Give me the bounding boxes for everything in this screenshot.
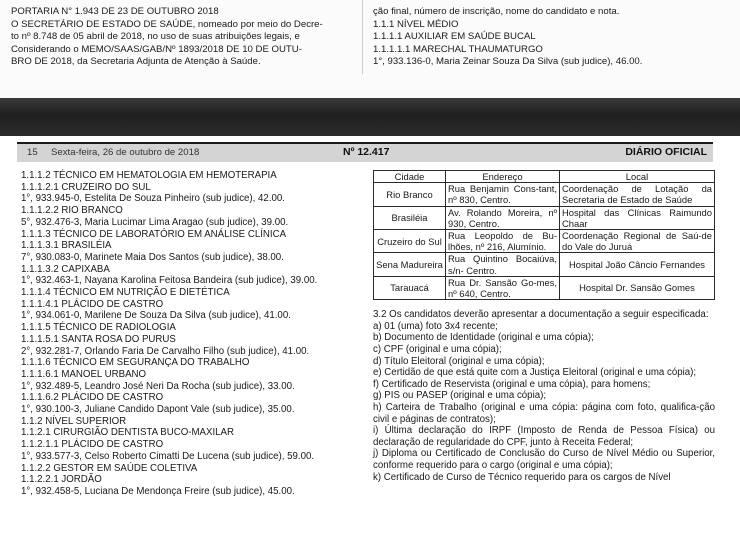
table-cell-city: Tarauacá xyxy=(374,276,446,299)
results-line: 1.1.1 NÍVEL MÉDIO xyxy=(373,18,459,30)
table-cell-place: Hospital Dr. Sansão Gomes xyxy=(560,276,715,299)
results-text-block xyxy=(373,6,642,69)
list-item: 1.1.1.2.1 CRUZEIRO DO SUL xyxy=(21,181,151,193)
documentation-item: a) 01 (uma) foto 3x4 recente; xyxy=(373,320,498,332)
list-item: 2°, 932.281-7, Orlando Faria De Carvalho Filho (sub judice), 41.00. xyxy=(21,345,310,357)
portaria-text-block xyxy=(11,6,323,69)
documentation-item: d) Título Eleitoral (original e uma cópia); xyxy=(373,355,545,367)
table-cell-city: Cruzeiro do Sul xyxy=(374,230,446,253)
issue-date: Sexta-feira, 26 de outubro de 2018 xyxy=(51,147,200,158)
table-cell-city: Sena Madureira xyxy=(374,253,446,276)
portaria-line: BRO DE 2018, da Secretaria Adjunta de Atenção à Saúde. xyxy=(11,56,261,68)
list-item: 1.1.1.3.1 BRASILÉIA xyxy=(21,240,112,252)
results-list xyxy=(21,170,361,498)
table-cell-city: Rio Branco xyxy=(374,183,446,206)
list-item: 1.1.1.3.2 CAPIXABA xyxy=(21,263,110,275)
table-row xyxy=(374,183,715,206)
documentation-item: b) Documento de Identidade (original e uma cópia); xyxy=(373,332,594,344)
table-cell-address: Rua Dr. Sansão Go-mes, nº 640, Centro. xyxy=(446,276,560,299)
portaria-line: to nº 8.748 de 05 abril de 2018, no uso de suas atribuições legais, e xyxy=(11,31,300,43)
documentation-item: h) Carteira de Trabalho (original e uma cópia: página com foto, qualifica-ção civil e páginas de contratos); xyxy=(373,401,715,425)
list-item: 1.1.2.2.1 JORDÃO xyxy=(21,474,102,486)
table-cell-address: Rua Benjamin Cons-tant, nº 830, Centro. xyxy=(446,183,560,206)
list-item: 1°, 933.577-3, Celso Roberto Cimatti De Lucena (sub judice), 59.00. xyxy=(21,450,315,462)
table-cell-city: Brasiléia xyxy=(374,206,446,229)
page-break-band xyxy=(0,98,740,136)
list-item: 1°, 932.463-1, Nayana Karolina Feitosa Bandeira (sub judice), 39.00. xyxy=(21,275,318,287)
results-line: ção final, número de inscrição, nome do candidato e nota. xyxy=(373,6,620,17)
list-item: 1.1.1.5 TÉCNICO DE RADIOLOGIA xyxy=(21,322,176,334)
table-cell-address: Rua Leopoldo de Bu-lhões, nº 216, Alumínio. xyxy=(446,230,560,253)
issue-number: Nº 12.417 xyxy=(343,146,390,158)
results-line: 1.1.1.1.1 MARECHAL THAUMATURGO xyxy=(373,43,543,55)
column-header: Endereço xyxy=(446,171,560,183)
table-cell-place: Hospital João Câncio Fernandes xyxy=(560,253,715,276)
column-divider xyxy=(362,0,363,74)
list-item: 1.1.2.2 GESTOR EM SAÚDE COLETIVA xyxy=(21,462,198,474)
results-line: 1.1.1.1 AUXILIAR EM SAÚDE BUCAL xyxy=(373,31,536,43)
column-header: Cidade xyxy=(374,171,446,183)
list-item: 1°, 933.945-0, Estelita De Souza Pinheiro (sub judice), 42.00. xyxy=(21,193,285,205)
list-item: 1°, 932.489-5, Leandro José Neri Da Rocha (sub judice), 33.00. xyxy=(21,380,295,392)
list-item: 1°, 930.100-3, Juliane Candido Dapont Vale (sub judice), 35.00. xyxy=(21,404,295,416)
documentation-section xyxy=(373,309,715,483)
table-cell-place: Coordenação Regional de Saú-de do Vale do Juruá xyxy=(560,230,715,253)
list-item: 1.1.1.4.1 PLÁCIDO DE CASTRO xyxy=(21,298,164,310)
column-header: Local xyxy=(560,171,715,183)
documentation-item: f) Certificado de Reservista (original e uma cópia), para homens; xyxy=(373,378,651,390)
results-line: 1°, 933.136-0, Maria Zeinar Souza Da Silva (sub judice), 46.00. xyxy=(373,56,643,68)
list-item: 1°, 934.061-0, Marilene De Souza Da Silva (sub judice), 41.00. xyxy=(21,310,291,322)
list-item: 1.1.1.6.2 PLÁCIDO DE CASTRO xyxy=(21,392,164,404)
documentation-intro: 3.2 Os candidatos deverão apresentar a documentação a seguir especificada: xyxy=(373,309,709,321)
right-column xyxy=(373,170,715,483)
portaria-line: O SECRETÁRIO DE ESTADO DE SAÚDE, nomeado por meio do Decre- xyxy=(11,18,323,30)
locations-table xyxy=(373,170,715,300)
list-item: 1.1.1.6.1 MANOEL URBANO xyxy=(21,368,147,380)
table-cell-address: Rua Quintino Bocaiúva, s/n- Centro. xyxy=(446,253,560,276)
page-header xyxy=(17,142,713,162)
list-item: 1.1.2.1.1 PLÁCIDO DE CASTRO xyxy=(21,439,164,451)
documentation-item: e) Certidão de que está quite com a Justiça Eleitoral (original e uma cópia); xyxy=(373,367,697,379)
documentation-item: j) Diploma ou Certificado de Conclusão do Curso de Nível Médio ou Superior, conforme requerido para o cargo (original e uma cópia); xyxy=(373,448,715,471)
previous-page-fragment xyxy=(0,0,740,98)
table-row xyxy=(374,276,715,299)
table-row xyxy=(374,253,715,276)
list-item: 1.1.2 NÍVEL SUPERIOR xyxy=(21,415,127,427)
documentation-item: k) Certificado de Curso de Técnico requerido para os cargos de Nível xyxy=(373,471,671,483)
documentation-item: g) PIS ou PASEP (original e uma cópia); xyxy=(373,390,547,402)
list-item: 1.1.1.6 TÉCNICO EM SEGURANÇA DO TRABALHO xyxy=(21,357,250,369)
documentation-item: i) Última declaração do IRPF (Imposto de Renda de Pessoa Física) ou declaração de regularidade do CPF, junto à Receita Federal; xyxy=(373,425,715,448)
list-item: 1.1.1.5.1 SANTA ROSA DO PURUS xyxy=(21,333,176,345)
list-item: 5°, 932.476-3, Maria Lucimar Lima Aragao (sub judice), 39.00. xyxy=(21,216,289,228)
portaria-line: PORTARIA N° 1.943 DE 23 DE OUTUBRO 2018 xyxy=(11,6,219,17)
table-cell-place: Coordenação de Lotação da Secretaria de Estado de Saúde xyxy=(560,183,715,206)
table-cell-place: Hospital das Clínicas Raimundo Chaar xyxy=(560,206,715,229)
list-item: 1.1.1.2.2 RIO BRANCO xyxy=(21,205,123,217)
list-item: 1.1.2.1 CIRURGIÃO DENTISTA BUCO-MAXILAR xyxy=(21,427,234,439)
page-number: 15 xyxy=(27,147,38,158)
list-item: 1.1.1.4 TÉCNICO EM NUTRIÇÃO E DIETÉTICA xyxy=(21,287,230,299)
list-item: 1°, 932.458-5, Luciana De Mendonça Freire (sub judice), 45.00. xyxy=(21,485,295,497)
table-header-row xyxy=(374,171,715,183)
list-item: 1.1.1.2 TÉCNICO EM HEMATOLOGIA EM HEMOTERAPIA xyxy=(21,170,277,181)
table-row xyxy=(374,230,715,253)
list-item: 1.1.1.3 TÉCNICO DE LABORATÓRIO EM ANÁLISE CLÍNICA xyxy=(21,228,287,240)
list-item: 7°, 930.083-0, Marinete Maia Dos Santos (sub judice), 38.00. xyxy=(21,251,284,263)
publication-title: DIÁRIO OFICIAL xyxy=(625,146,707,158)
table-row xyxy=(374,206,715,229)
documentation-item: c) CPF (original e uma cópia); xyxy=(373,344,502,356)
table-cell-address: Av. Rolando Moreira, nº 930, Centro. xyxy=(446,206,560,229)
portaria-line: Considerando o MEMO/SAAS/GAB/Nº 1893/2018 DE 10 DE OUTU- xyxy=(11,43,302,55)
